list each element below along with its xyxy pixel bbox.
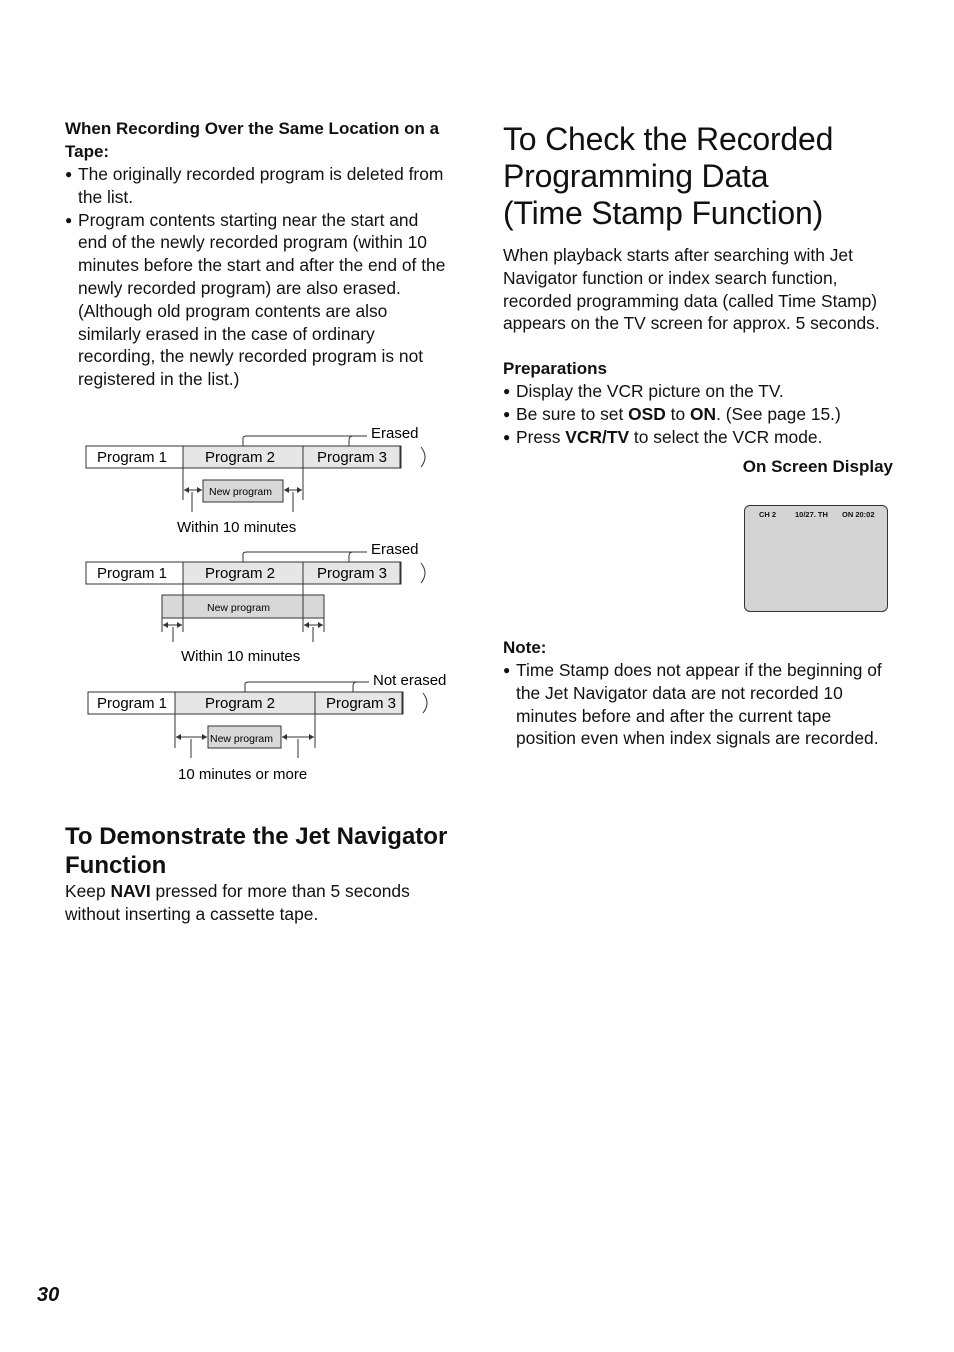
preparations-heading: Preparations (503, 359, 607, 379)
caption: Within 10 minutes (181, 648, 301, 665)
text: pressed for more than 5 seconds without inserting a cassette tape. (65, 881, 410, 924)
program-1-label: Program 1 (97, 565, 168, 582)
overwrite-heading: When Recording Over the Same Location on a Tape: (65, 119, 440, 161)
bullet-text: Program contents starting near the start and end of the newly recorded program (within 10 minutes before the start and after the end of the newly recorded program) are also erased. (78, 209, 446, 298)
vcr-tv-key: VCR/TV (565, 426, 630, 447)
program-1-label: Program 1 (97, 449, 168, 466)
erased-label: Erased (371, 425, 419, 442)
title-line: Programming Data (503, 158, 769, 194)
title-line: To Check the Recorded (503, 121, 834, 157)
text: Keep (65, 881, 111, 901)
right-column (503, 117, 893, 477)
page-title (503, 121, 893, 232)
note-heading: Note: (503, 638, 547, 657)
not-erased-bracket (245, 682, 369, 692)
tv-channel: CH 2 (759, 510, 777, 519)
program-3-label: Program 3 (317, 565, 388, 582)
bullet-note: (Although old program contents are also similarly erased in the case of ordinary recording, the newly recorded program is not registered in the list.) (78, 300, 424, 390)
program-2-label: Program 2 (205, 565, 276, 582)
tv-date: 10/27. TH (795, 510, 828, 519)
demo-title: To Demonstrate the Jet Navigator Function (65, 823, 448, 879)
title-line: (Time Stamp Function) (503, 195, 824, 231)
tape-end (421, 447, 425, 467)
text: Be sure to set (516, 403, 629, 424)
not-erased-label: Not erased (373, 672, 447, 689)
page-number: 30 (37, 1284, 60, 1306)
tape-end (421, 563, 425, 583)
tape-end (423, 693, 427, 713)
prep-bullet-1 (503, 380, 893, 403)
overwrite-bullet-1 (65, 163, 450, 209)
caption: Within 10 minutes (177, 519, 297, 536)
prep-bullet-3 (503, 426, 893, 449)
erased-bracket (243, 552, 367, 562)
erased-label: Erased (371, 541, 419, 558)
diagram-3-svg (85, 668, 455, 788)
bullet-text: The originally recorded program is deleted from the list. (78, 164, 444, 207)
text: . (See page 15.) (716, 403, 841, 424)
demo-section (65, 822, 455, 926)
text: to (665, 403, 690, 424)
bullet-text: Time Stamp does not appear if the beginning of the Jet Navigator data are not recorded 10 minutes before and after the current tape position even when index signals are recorded. (516, 660, 882, 749)
text: to select the VCR mode. (629, 426, 823, 447)
new-program-label: New program (209, 486, 273, 498)
text: Press (516, 426, 566, 447)
tv-screen (744, 505, 888, 612)
demo-text (65, 880, 455, 926)
program-3-label: Program 3 (326, 695, 397, 712)
program-3-label: Program 3 (317, 449, 388, 466)
tv-time: ON 20:02 (842, 510, 875, 519)
on-screen-display-label: On Screen Display (742, 456, 893, 476)
diagram-2 (85, 536, 455, 671)
program-1-label: Program 1 (97, 695, 168, 712)
osd-key: OSD (628, 403, 666, 424)
program-2-label: Program 2 (205, 695, 276, 712)
intro-text: When playback starts after searching with Jet Navigator function or index search function, recorded programming data (called Time Stamp) appears on the TV screen for approx. 5 seconds. (503, 245, 880, 334)
erased-bracket (243, 436, 367, 446)
on-value: ON (690, 403, 717, 424)
overwrite-bullet-2 (65, 209, 450, 391)
note-bullet-1 (503, 659, 888, 750)
new-program-label: New program (207, 602, 271, 614)
diagram-3 (85, 668, 455, 788)
bullet-text: Display the VCR picture on the TV. (516, 381, 784, 402)
prep-bullet-2 (503, 403, 893, 426)
left-column (65, 117, 450, 391)
diagram-2-svg (85, 536, 455, 671)
diagram-1-svg (85, 420, 455, 540)
note-section (503, 636, 888, 750)
new-program-label: New program (210, 733, 274, 745)
caption: 10 minutes or more (178, 766, 308, 783)
arrow-heads (163, 622, 323, 628)
diagram-1 (85, 420, 455, 540)
program-2-label: Program 2 (205, 449, 276, 466)
navi-key: NAVI (110, 881, 151, 901)
